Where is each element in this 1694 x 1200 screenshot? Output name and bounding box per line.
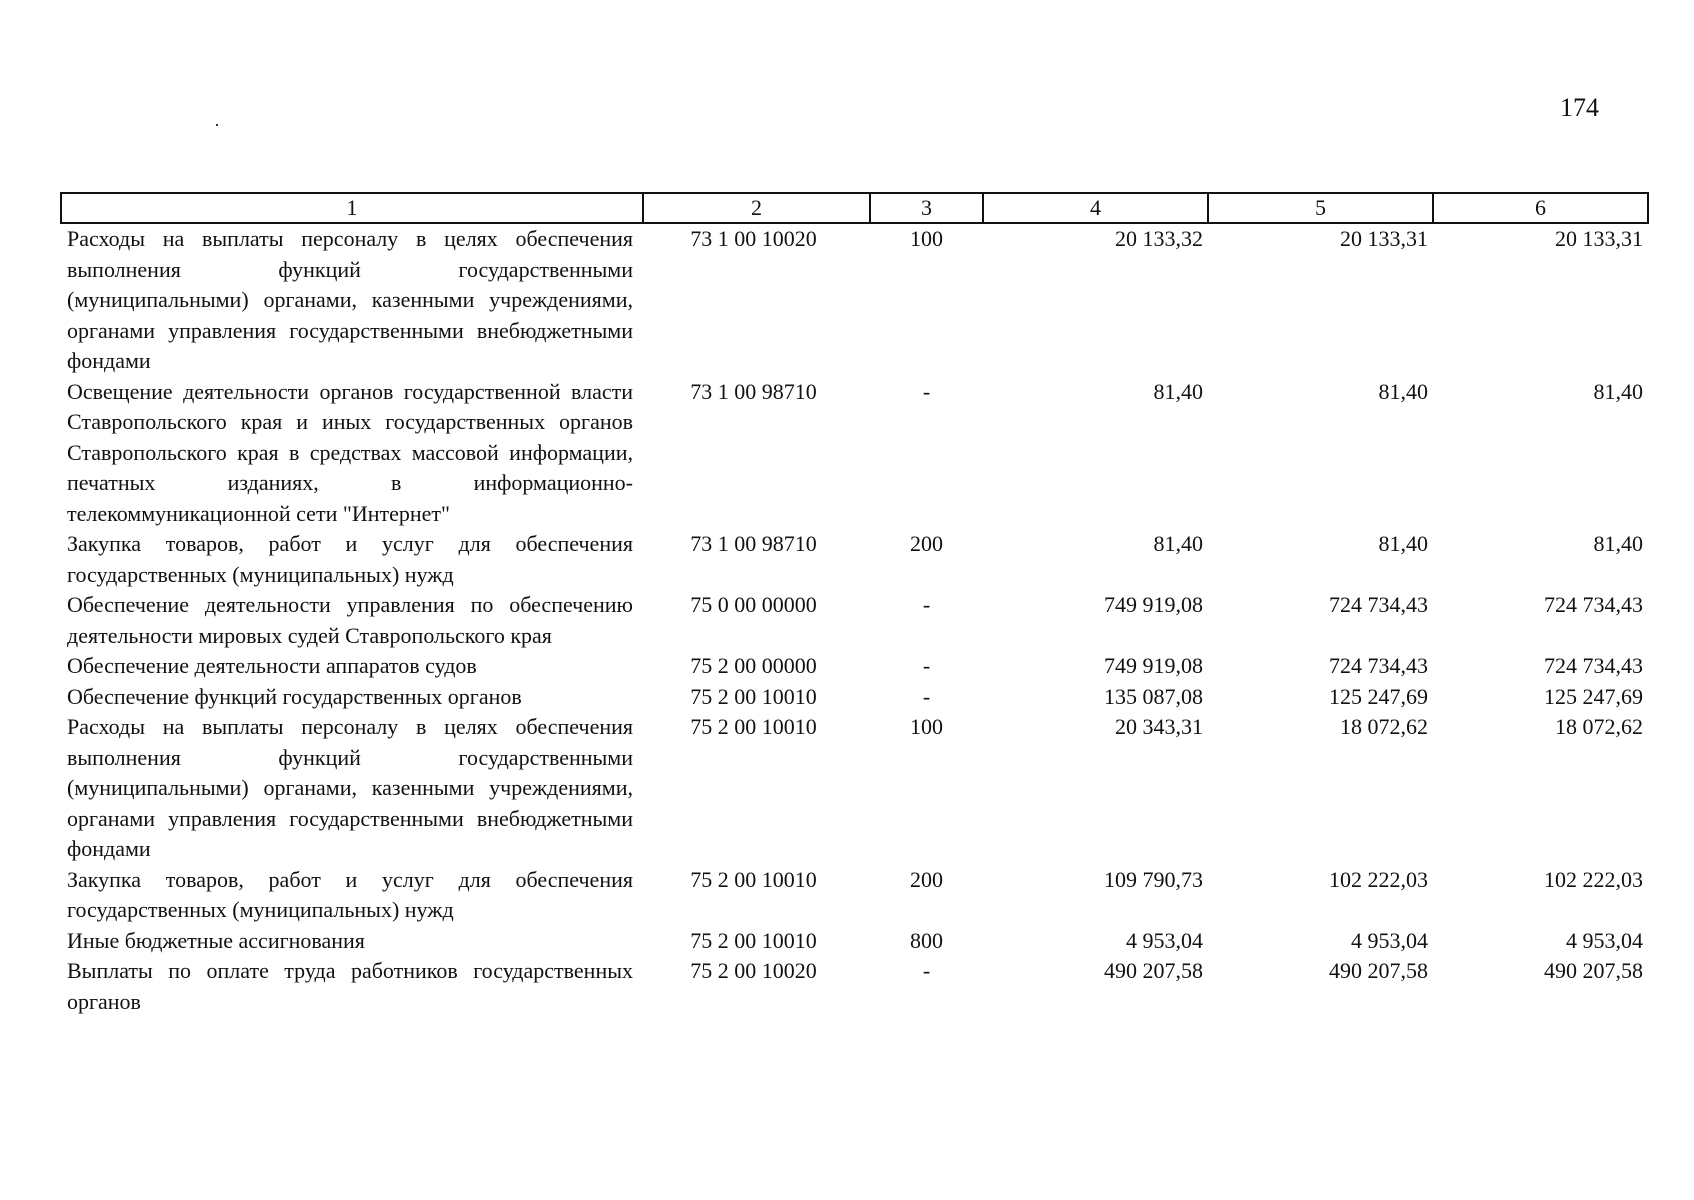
row-code: 75 2 00 10010 (690, 683, 817, 709)
row-code: 75 2 00 10020 (690, 958, 817, 983)
row-code: 75 2 00 00000 (690, 653, 817, 678)
row-value-6: 18 072,62 (1555, 714, 1643, 739)
row-value-6: 81,40 (1593, 531, 1643, 556)
row-name: Иные бюджетные ассигнования (67, 927, 365, 953)
row-value-4: 109 790,73 (1104, 866, 1203, 892)
row-name: Расходы на выплаты персоналу в целях обеспечения выполнения функций государственными (муниципальными) органами, казенными учреждениями, органами управления государственными внебюджетными фондами (67, 226, 633, 373)
row-value-4: 749 919,08 (1104, 592, 1203, 617)
row-value-5: 81,40 (1378, 531, 1428, 556)
budget-table (60, 192, 1649, 1017)
table-row (61, 651, 1648, 682)
table-row (61, 926, 1648, 957)
row-name: Освещение деятельности органов государственной власти Ставропольского края и иных государственных органов Ставропольского края в средствах массовой информации, печатных изданиях, в информационно-телекоммуникационной сети "Интернет" (67, 378, 633, 526)
row-code: 73 1 00 98710 (690, 378, 817, 404)
row-name: Выплаты по оплате труда работников государственных органов (67, 958, 633, 1014)
column-header: 2 (643, 193, 870, 223)
row-type: - (922, 378, 931, 404)
row-type: 100 (910, 226, 943, 251)
row-value-5: 724 734,43 (1329, 653, 1428, 678)
row-value-4: 135 087,08 (1104, 683, 1203, 709)
row-code: 73 1 00 10020 (690, 226, 817, 251)
table-row (61, 682, 1648, 713)
row-value-6: 724 734,43 (1544, 653, 1643, 678)
row-code: 75 2 00 10010 (690, 927, 817, 953)
scan-artifact (216, 124, 218, 126)
row-code: 75 2 00 10010 (690, 714, 817, 739)
row-code: 75 2 00 10010 (690, 866, 817, 892)
row-value-5: 20 133,31 (1340, 226, 1428, 251)
row-value-6: 102 222,03 (1544, 866, 1643, 892)
row-value-4: 20 343,31 (1115, 714, 1203, 739)
row-code: 73 1 00 98710 (690, 531, 817, 556)
column-header: 6 (1433, 193, 1648, 223)
row-value-5: 490 207,58 (1329, 958, 1428, 983)
row-type: - (922, 958, 931, 983)
row-value-6: 20 133,31 (1555, 226, 1643, 251)
table-row (61, 865, 1648, 926)
row-name: Закупка товаров, работ и услуг для обеспечения государственных (муниципальных) нужд (67, 866, 633, 922)
table-row (61, 956, 1648, 1017)
row-value-4: 4 953,04 (1126, 927, 1203, 953)
row-name: Обеспечение деятельности управления по обеспечению деятельности мировых судей Ставропольского края (67, 592, 633, 648)
row-value-6: 81,40 (1593, 378, 1643, 404)
table-row (61, 529, 1648, 590)
table-row (61, 712, 1648, 865)
row-value-4: 81,40 (1153, 531, 1203, 556)
row-name: Закупка товаров, работ и услуг для обеспечения государственных (муниципальных) нужд (67, 531, 633, 587)
row-value-5: 4 953,04 (1351, 927, 1428, 953)
row-type: - (922, 653, 931, 678)
row-value-5: 102 222,03 (1329, 866, 1428, 892)
row-value-5: 81,40 (1378, 378, 1428, 404)
row-value-5: 18 072,62 (1340, 714, 1428, 739)
row-type: - (922, 683, 931, 709)
row-value-6: 125 247,69 (1544, 683, 1643, 709)
table-row (61, 223, 1648, 377)
row-value-4: 490 207,58 (1104, 958, 1203, 983)
row-name: Обеспечение деятельности аппаратов судов (67, 653, 477, 678)
column-header: 5 (1208, 193, 1433, 223)
page-number: 174 (1560, 93, 1599, 122)
column-header: 4 (983, 193, 1208, 223)
row-type: 800 (910, 927, 943, 953)
row-name: Обеспечение функций государственных органов (67, 683, 522, 709)
row-value-5: 724 734,43 (1329, 592, 1428, 617)
row-type: 200 (910, 866, 943, 892)
row-code: 75 0 00 00000 (690, 592, 817, 617)
row-name: Расходы на выплаты персоналу в целях обеспечения выполнения функций государственными (муниципальными) органами, казенными учреждениями, органами управления государственными внебюджетными фондами (67, 714, 633, 861)
row-value-6: 490 207,58 (1544, 958, 1643, 983)
row-value-6: 724 734,43 (1544, 592, 1643, 617)
row-type: 200 (910, 531, 943, 556)
column-header: 1 (61, 193, 643, 223)
table-row (61, 377, 1648, 530)
row-value-4: 20 133,32 (1115, 226, 1203, 251)
row-value-6: 4 953,04 (1566, 927, 1643, 953)
table-header-row (61, 193, 1648, 223)
row-value-4: 749 919,08 (1104, 653, 1203, 678)
row-type: 100 (910, 714, 943, 739)
row-value-4: 81,40 (1153, 378, 1203, 404)
row-type: - (922, 592, 931, 617)
row-value-5: 125 247,69 (1329, 683, 1428, 709)
column-header: 3 (870, 193, 983, 223)
table-row (61, 590, 1648, 651)
